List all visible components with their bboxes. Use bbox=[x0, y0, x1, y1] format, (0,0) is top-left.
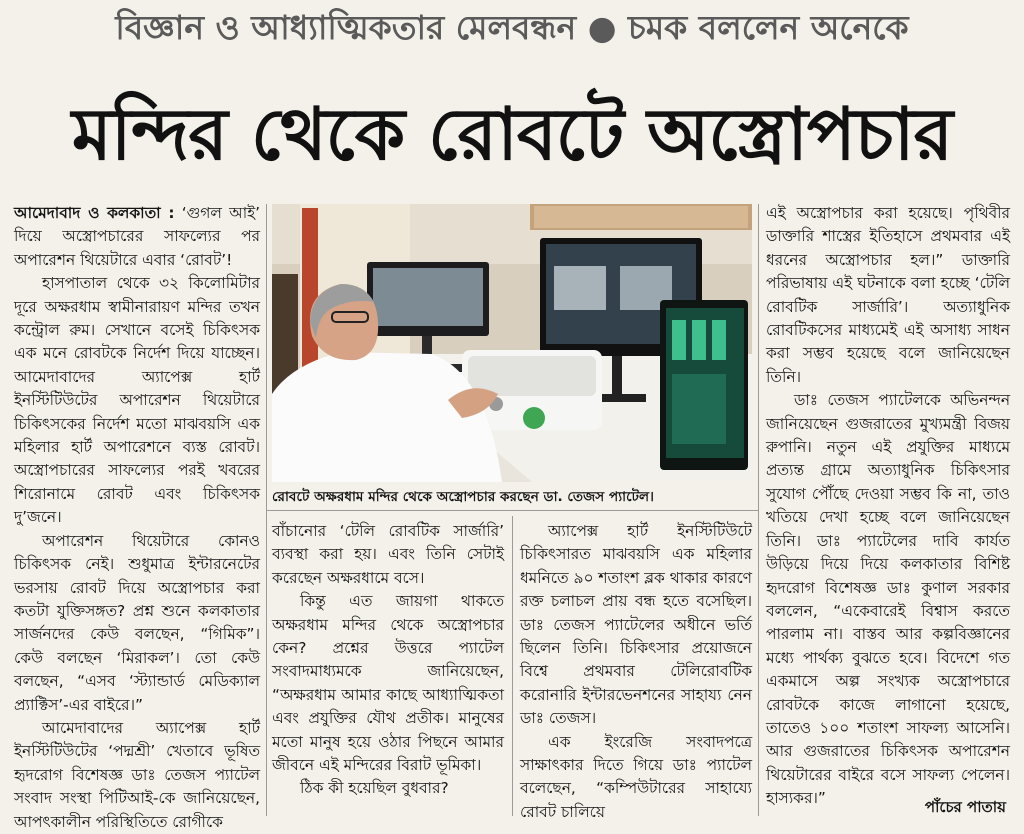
kicker-right: চমক বললেন অনেকে bbox=[628, 8, 909, 47]
photo-caption: রোবটে অক্ষরধাম মন্দির থেকে অস্ত্রোপচার করছেন ডা. তেজস প্যাটেল। bbox=[272, 489, 654, 505]
col1-para-4: আমেদাবাদের অ্যাপেক্স হার্ট ইনস্টিটিউটের ‘পদ্মশ্রী’ খেতাবে ভূষিত হৃদরোগ বিশেষজ্ঞ ডাঃ তেজস প্যাটেল সংবাদ সংস্থা পিটিআই-কে জানিয়েছেন, আপৎকালীন পরিস্থিতিতে রোগীকে bbox=[14, 718, 260, 831]
column-rule-3 bbox=[512, 516, 513, 816]
news-photo bbox=[272, 204, 752, 482]
dateline: আমেদাবাদ ও কলকাতা : bbox=[14, 204, 175, 222]
col3-para-2: এক ইংরেজি সংবাদপত্রে সাক্ষাৎকার দিতে গিয়ে ডাঃ প্যাটেল বলেছেন, “কম্পিউটারের সাহায্যে রোবট চালিয়ে bbox=[520, 732, 752, 821]
col1-para-1: আমেদাবাদ ও কলকাতা : ‘গুগল আই’ দিয়ে অস্ত্রোপচারের সাফল্যের পর অপারেশন থিয়েটারে এবার ‘রোবট’! bbox=[14, 204, 260, 269]
col1-para-2: হাসপাতাল থেকে ৩২ কিলোমিটার দূরে অক্ষরধাম স্বামীনারায়ণ মন্দির তখন কন্ট্রোল রুম। সেখানে বসেই চিকিৎসক এক মনে রোবটকে নির্দেশ দিয়ে যাচ্ছেন। আমেদাবাদের অ্যাপেক্স হার্ট ইনস্টিটিউটের অপারেশন থিয়েটারে চিকিৎসকের নির্দেশ মতো মাঝবয়সি এক মহিলার হার্ট অপারেশনে ব্যস্ত রোবট। অস্ত্রোপচারের সাফল্যের পরই খবরের শিরোনামে রোবট এবং চিকিৎসক দু’জনে। bbox=[14, 274, 260, 527]
kicker-left: বিজ্ঞান ও আধ্যাত্মিকতার মেলবন্ধন bbox=[115, 8, 577, 47]
column-rule-2 bbox=[758, 204, 759, 816]
column-1 bbox=[14, 202, 260, 831]
continued-on-page: পাঁচের পাতায় bbox=[924, 798, 1006, 816]
col4-para-2: ডাঃ তেজস প্যাটেলকে অভিনন্দন জানিয়েছেন গুজরাতের মুখ্যমন্ত্রী বিজয় রুপানি। নতুন এই প্রযুক্তির মাধ্যমে প্রত্যন্ত গ্রামে অত্যাধুনিক চিকিৎসার সুযোগ পৌঁছে দেওয়া সম্ভব কি না, তাও খতিয়ে দেখা হচ্ছে বলে জানিয়েছেন তিনি। ডাঃ প্যাটেলের দাবি কার্যত উড়িয়ে দিয়ে দিয়ে কলকাতার বিশিষ্ট হৃদরোগ বিশেষজ্ঞ ডাঃ কুণাল সরকার বললেন, “একেবারেই বিশ্বাস করতে পারলাম না। বাস্তব আর কল্পবিজ্ঞানের মধ্যে পার্থক্য বুঝতে হবে। বিদেশে গত একমাসে অল্প সংখ্যক অস্ত্রোপচারে রোবটকে কাজে লাগানো হয়েছে, তাতেও ১০০ শতাংশ সাফল্য আসেনি। আর গুজরাতের চিকিৎসক অপারেশন থিয়েটারের বাইরে বসে সাফল্য পেলেন। হাস্যকর।” bbox=[766, 391, 1010, 808]
bullet-icon: ● bbox=[587, 8, 617, 47]
col2-para-3: ঠিক কী হয়েছিল বুধবার? bbox=[300, 779, 449, 798]
caption-rule bbox=[266, 510, 758, 511]
col1-para-3: অপারেশন থিয়েটারে কোনও চিকিৎসক নেই। শুধুমাত্র ইন্টারনেটের ভরসায় রোবট দিয়ে অস্ত্রোপচার করা কতটা যুক্তিসঙ্গত? প্রশ্ন শুনে কলকাতার সার্জনদের কেউ বলছেন, “গিমিক”। কেউ বলছেন ‘মিরাকল’। তো কেউ বলছেন, “এসব ‘স্ট্যান্ডার্ড মেডিক্যাল প্র্যাক্টিস’-এর বাইরে।” bbox=[14, 531, 260, 714]
column-2 bbox=[272, 520, 504, 816]
kicker bbox=[0, 6, 1024, 50]
col2-para-2: কিন্তু এত জায়গা থাকতে অক্ষরধাম মন্দির থেকে অস্ত্রোপচার কেন? প্রশ্নের উত্তরে প্যাটেল সংবাদমাধ্যমকে জানিয়েছেন, “অক্ষরধাম আমার কাছে আধ্যাত্মিকতা এবং প্রযুক্তির যৌথ প্রতীক। মানুষের মতো মানুষ হয়ে ওঠার পিছনে আমার জীবনে এই মন্দিরের বিরাট ভূমিকা। bbox=[272, 592, 504, 775]
column-3 bbox=[520, 520, 752, 821]
headline: মন্দির থেকে রোবটে অস্ত্রোপচার bbox=[71, 92, 953, 176]
col4-para-1: এই অস্ত্রোপচার করা হয়েছে। পৃথিবীর ডাক্তারি শাস্ত্রের ইতিহাসে প্রথমবার এই ধরনের অস্ত্রোপচার হল।” ডাক্তারি পরিভাষায় এই ঘটনাকে বলা হচ্ছে ‘টেলি রোবটিক সার্জারি’। অত্যাধুনিক রোবটিকসের মাধ্যমেই এই অসাধ্য সাধন করা সম্ভব হয়েছে বলে জানিয়েছেন তিনি। bbox=[766, 204, 1010, 386]
photo-illustration bbox=[272, 204, 752, 482]
col3-para-1: অ্যাপেক্স হার্ট ইনস্টিটিউটে চিকিৎসারত মাঝবয়সি এক মহিলার ধমনিতে ৯০ শতাংশ ব্লক থাকার কারণে রক্ত চলাচল প্রায় বন্ধ হতে বসেছিল। ডাঃ তেজস প্যাটেলের অধীনে ভর্তি ছিলেন তিনি। চিকিৎসার প্রয়োজনে বিশ্বে প্রথমবার টেলিরোবটিক করোনারি ইন্টারভেনশনের সাহায্য নেন ডাঃ তেজস। bbox=[520, 522, 752, 728]
col2-para-1: বাঁচানোর ‘টেলি রোবটিক সার্জারি’ ব্যবস্থা করা হয়। এবং তিনি সেটাই করেছেন অক্ষরধামে বসে। bbox=[272, 522, 504, 587]
